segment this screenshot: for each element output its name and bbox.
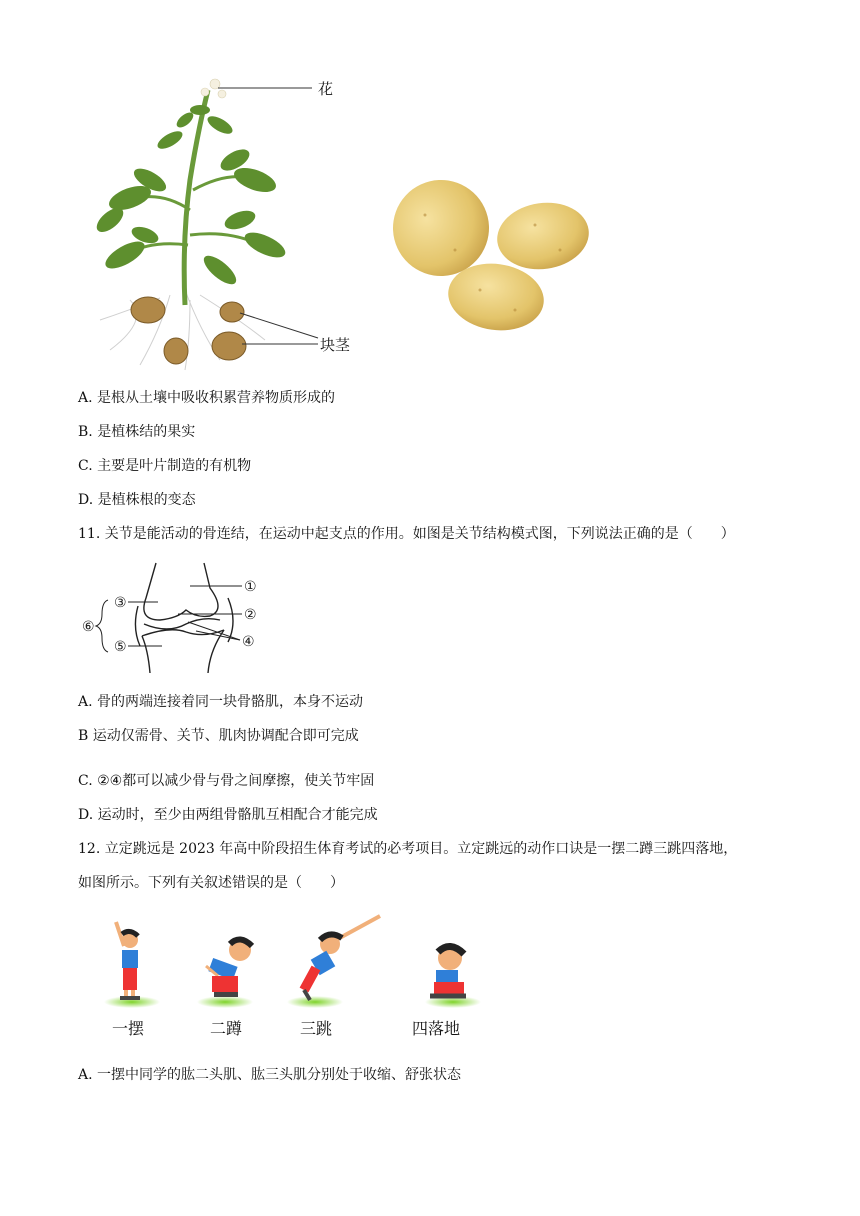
potato-tubers-photo <box>385 170 595 340</box>
q12-stem-line2: 如图所示。下列有关叙述错误的是（ ） <box>78 875 344 891</box>
q12-stem-line1: 12. 立定跳远是 2023 年高中阶段招生体育考试的必考项目。立定跳远的动作口诀是一摆二蹲三跳四落地， <box>78 841 738 857</box>
standing-long-jump-figure <box>90 910 490 1045</box>
label-tuber: 块茎 <box>320 336 351 354</box>
q11-stem: 11. 关节是能活动的骨连结，在运动中起支点的作用。如图是关节结构模式图，下列说法正确的是（ ） <box>78 526 735 542</box>
step-label-1: 一摆 <box>112 1019 145 1038</box>
q11-option-d: D. 运动时，至少由两组骨骼肌互相配合才能完成 <box>78 807 378 823</box>
joint-label-5: ⑤ <box>114 639 127 655</box>
q10-option-c: C. 主要是叶片制造的有机物 <box>78 458 252 474</box>
joint-structure-diagram <box>78 558 268 678</box>
q10-option-b: B. 是植株结的果实 <box>78 424 196 440</box>
joint-label-6: ⑥ <box>82 619 95 635</box>
q10-option-a: A. 是根从土壤中吸收积累营养物质形成的 <box>78 390 336 406</box>
q11-option-a: A. 骨的两端连接着同一块骨骼肌，本身不运动 <box>78 694 364 710</box>
step-label-2: 二蹲 <box>210 1019 243 1038</box>
potato-plant-figure <box>90 70 370 375</box>
joint-label-4: ④ <box>242 634 255 650</box>
step-label-4: 四落地 <box>412 1019 461 1038</box>
q11-option-c: C. ②④都可以减少骨与骨之间摩擦，使关节牢固 <box>78 773 375 789</box>
figure-squat <box>206 939 252 997</box>
joint-label-3: ③ <box>114 595 127 611</box>
q12-option-a: A. 一摆中同学的肱二头肌、肱三头肌分别处于收缩、舒张状态 <box>78 1067 462 1083</box>
figure-jump <box>304 916 380 1000</box>
q10-option-d: D. 是植株根的变态 <box>78 492 196 508</box>
step-label-3: 三跳 <box>300 1019 333 1038</box>
figure-swing <box>116 922 140 1000</box>
figure-land <box>430 946 466 996</box>
q11-option-b: B 运动仅需骨、关节、肌肉协调配合即可完成 <box>78 728 359 744</box>
joint-label-2: ② <box>244 607 257 623</box>
label-flower: 花 <box>318 80 334 98</box>
joint-label-1: ① <box>244 579 257 595</box>
